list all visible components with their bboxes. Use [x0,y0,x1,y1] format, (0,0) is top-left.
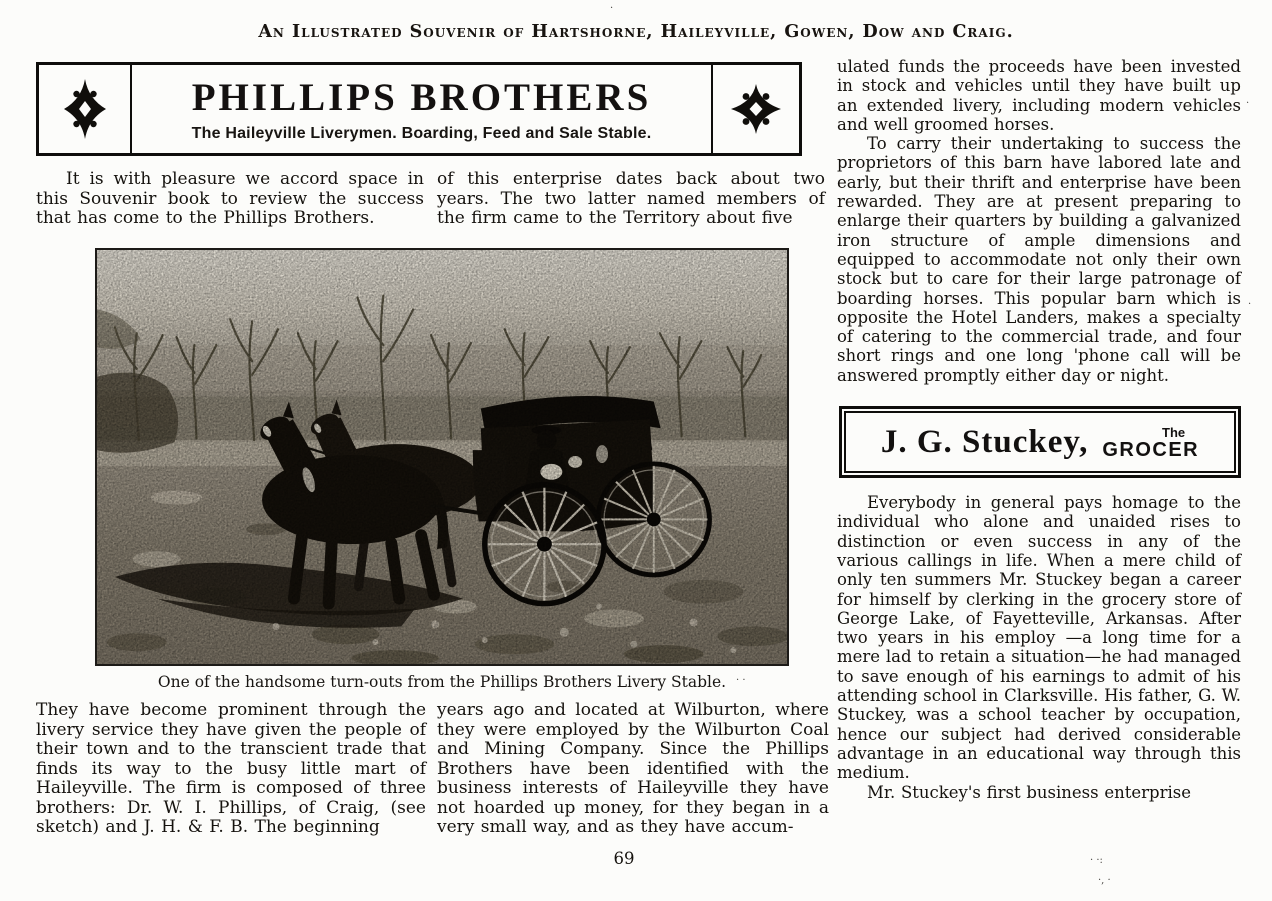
article-subtitle: The Haileyville Liverymen. Boarding, Feed and Sale Stable. [191,124,652,142]
article-title: PHILLIPS BROTHERS [191,75,652,119]
scan-speck: · · [736,675,746,686]
stuckey-name: J. G. Stuckey, [880,423,1089,460]
four-point-star-icon [62,77,108,141]
scan-speck: · [610,3,614,14]
four-point-star-icon [729,82,783,136]
right-column [837,57,1241,802]
continuation-paragraph-1: ulated funds the proceeds have been invested in stock and vehicles until they have built up an extended livery, including modern vehicles and well groomed horses. [837,57,1241,134]
intro-column-2: of this enterprise dates back about two years. The two latter named members of the firm came to the Territory about five [437,169,825,228]
scan-speck: · [1248,299,1252,310]
lower-column-1: They have become prominent through the livery service they have given the people of their town and to the transcient trade that finds its way to the busy little mart of Haileyville. The firm is composed of three brothers: Dr. W. I. Phillips, of Craig, (see sketch) and J. H. & F. B. The beginning [36,700,426,837]
horse-carriage-illustration [97,250,787,664]
stuckey-paragraph-2: Mr. Stuckey's first business enterprise [867,782,1191,802]
stuckey-title-box [839,406,1241,478]
lower-column-2: years ago and located at Wilburton, where they were employed by the Wilburton Coal and Mining Company. Since the Phillips Brothers have been identified with the business interests of Haileyville they have not hoarded up money, for they began in a very small way, and as they have accum- [437,700,829,837]
ornament-cell-right [711,65,799,153]
photo-caption: One of the handsome turn-outs from the Phillips Brothers Livery Stable. [157,673,727,691]
scan-speck: . [1246,95,1250,106]
grocer-label [1102,426,1199,460]
continuation-paragraph-2: To carry their undertaking to success the proprietors of this barn have labored late and early, but their thrift and enterprise have been rewarded. They are at present preparing to enlarge their quarters by building a galvanized iron structure of ample dimensions and equipped to accommodate not only their own stock but to care for their large patronage of boarding horses. This popular barn which is opposite the Hotel Landers, makes a specialty of catering to the commercial trade, and four short rings and one long 'phone call will be answered promptly either day or night. [837,134,1241,385]
grocer-label-the: The [1162,425,1186,441]
phillips-title-box [36,62,802,156]
ornament-cell-left [39,65,132,153]
masthead-title: An Illustrated Souvenir of Hartshorne, Haileyville, Gowen, Dow and Craig. [258,22,1014,42]
livery-stable-photo [95,248,789,666]
stuckey-paragraph-1: Everybody in general pays homage to the individual who alone and unaided rises to distinction or even success in any of the various callings in life. When a mere child of only ten summers Mr. Stuckey began a career for himself by clerking in the grocery store of George Lake, of Fayetteville, Arkansas. After two years in his employ —a long time for a mere lad to retain a situation—he had managed to save enough of his earnings to admit of his attending school in Clarksville. His father, G. W. Stuckey, was a school teacher by occupation, hence our subject had derived considerable advantage in an educational way through this medium. [837,493,1241,783]
grocer-label-grocer: GROCER [1102,439,1200,462]
page-number: 69 [613,849,635,868]
intro-column-1: It is with pleasure we accord space in this Souvenir book to review the success that has come to the Phillips Brothers. [36,169,424,228]
scan-speck: ·, · [1098,875,1111,886]
scan-speck: · ·: [1090,855,1103,866]
title-cell [132,65,711,153]
stuckey-title-inner [844,411,1236,473]
